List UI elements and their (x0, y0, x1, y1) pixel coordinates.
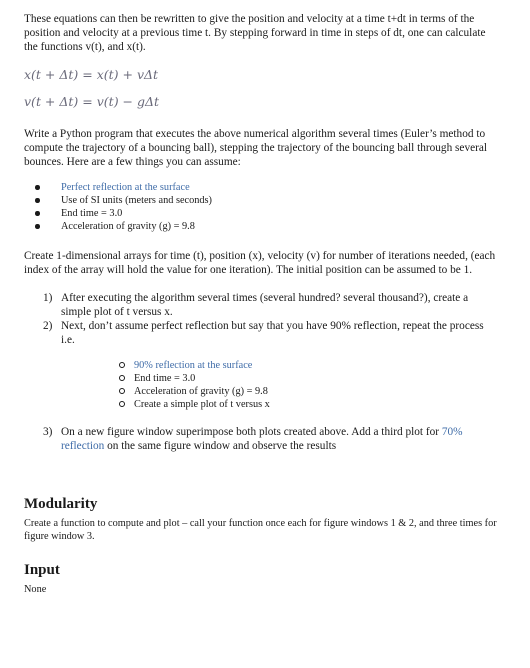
step-number: 1) (43, 292, 53, 304)
step-text: On a new figure window superimpose both plots created above. Add a third plot for (61, 426, 442, 438)
step-text-end: on the same figure window and observe the results (104, 440, 337, 452)
circle-bullet-icon (119, 362, 125, 368)
intro-paragraph: These equations can then be rewritten to give the position and velocity at a time t+dt in terms of the position and velocity at a previous time t. By stepping forward in time in steps of dt, one can calculate the functions v(t), and x(t). (24, 13, 486, 53)
sub-list-item (61, 372, 500, 385)
input-text: None (24, 584, 47, 595)
velocity-equation: v(t + Δt) = v(t) − gΔt (24, 94, 160, 109)
step-text: Next, don’t assume perfect reflection but say that you have 90% reflection, repeat the process i.e. (61, 320, 484, 346)
sub-list-item (61, 398, 500, 411)
assumption-text: End time = 3.0 (61, 208, 123, 219)
input-heading: Input (24, 562, 60, 578)
step-item (24, 291, 500, 319)
list-item (24, 220, 500, 233)
circle-bullet-icon (119, 388, 125, 394)
modularity-text: Create a function to compute and plot – call your function once each for figure windows 1 & 2, and three times for figure window 3. (24, 518, 497, 542)
assumption-text: Acceleration of gravity (g) = 9.8 (61, 221, 195, 232)
modularity-heading: Modularity (24, 496, 98, 512)
position-equation: x(t + Δt) = x(t) + vΔt (24, 67, 159, 82)
step-item (24, 319, 500, 411)
document-page (24, 12, 500, 596)
bullet-icon (35, 198, 40, 203)
sub-item-text: Create a simple plot of t versus x (134, 399, 270, 410)
list-item (24, 207, 500, 220)
steps-list (24, 291, 500, 453)
sub-list-item (61, 385, 500, 398)
bullet-icon (35, 224, 40, 229)
step-number: 2) (43, 320, 53, 332)
sub-item-text: End time = 3.0 (134, 373, 196, 384)
sub-item-text: Acceleration of gravity (g) = 9.8 (134, 386, 268, 397)
sub-list-item (61, 359, 500, 372)
arrays-paragraph: Create 1-dimensional arrays for time (t), position (x), velocity (v) for number of iterations needed, (each index of the array will hold the value for one iteration). The initial position can be assumed to be 1. (24, 250, 496, 276)
step-text: After executing the algorithm several times (several hundred? several thousand?), create a simple plot of t versus x. (61, 292, 469, 318)
sub-item-link[interactable]: 90% reflection at the surface (134, 360, 253, 371)
task-paragraph: Write a Python program that executes the above numerical algorithm several times (Euler’s method to compute the trajectory of a bouncing ball), stepping the trajectory of the bouncing ball through several bounces. Here are a few things you can assume: (24, 128, 488, 168)
bullet-icon (35, 211, 40, 216)
sub-list (61, 359, 500, 411)
circle-bullet-icon (119, 375, 125, 381)
list-item (24, 181, 500, 194)
reflection-link[interactable]: 70% reflection (61, 426, 463, 452)
assumption-text: Use of SI units (meters and seconds) (61, 195, 212, 206)
circle-bullet-icon (119, 401, 125, 407)
assumptions-list (24, 181, 500, 233)
step-number: 3) (43, 426, 53, 438)
assumption-link[interactable]: Perfect reflection at the surface (61, 182, 190, 193)
step-item (24, 425, 500, 453)
bullet-icon (35, 185, 40, 190)
list-item (24, 194, 500, 207)
